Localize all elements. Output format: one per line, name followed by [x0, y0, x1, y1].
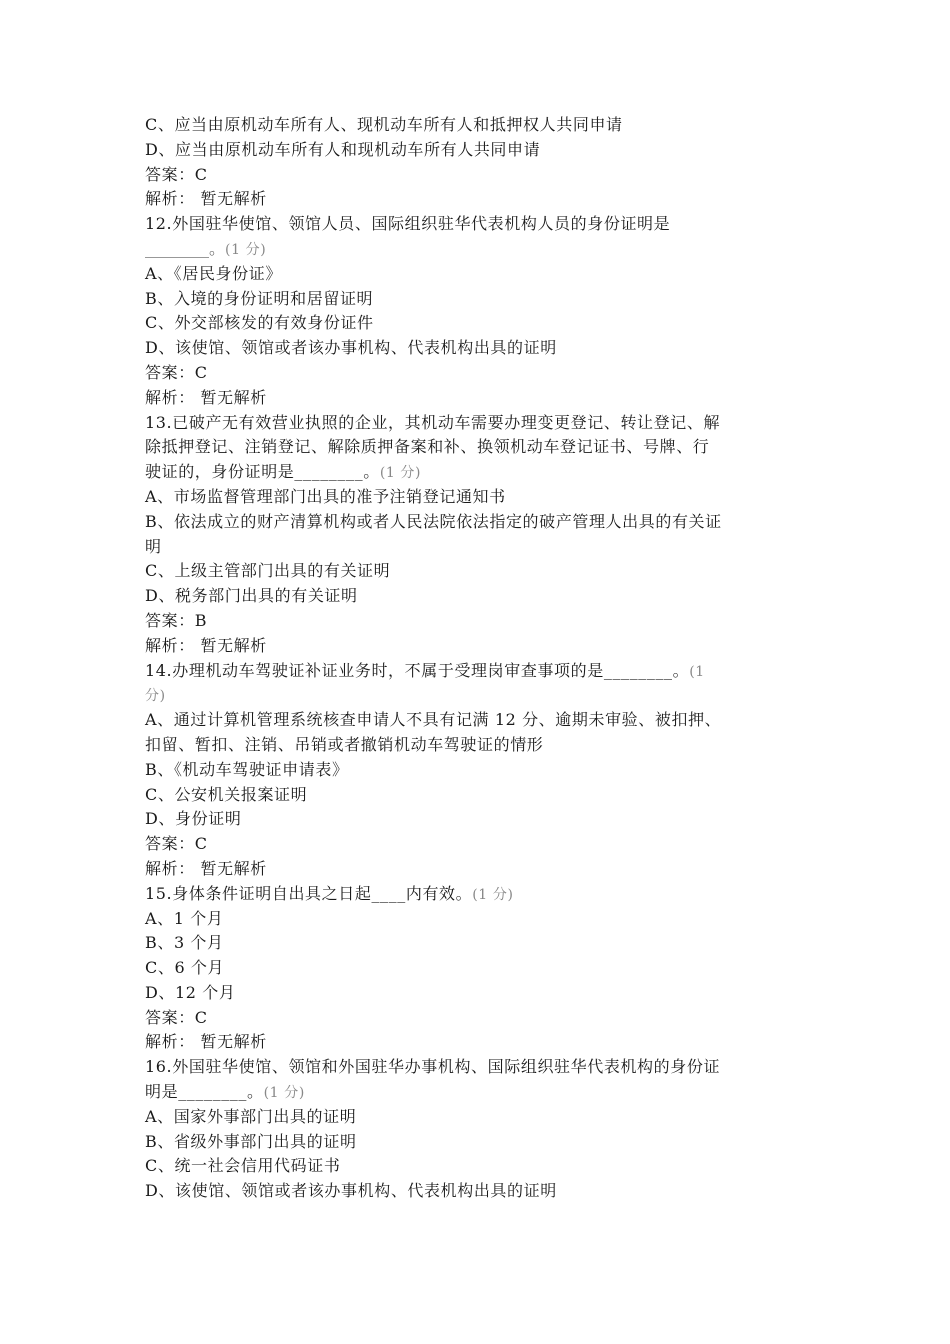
- option-d: D、该使馆、领馆或者该办事机构、代表机构出具的证明: [145, 1181, 557, 1201]
- answer-line: 答案：C: [145, 362, 208, 382]
- option-d: D、12 个月: [145, 982, 236, 1002]
- option-b: B、依法成立的财产清算机构或者人民法院依法指定的破产管理人出具的有关证: [145, 511, 722, 531]
- question-12: 12.外国驻华使馆、领馆人员、国际组织驻华代表机构人员的身份证明是: [145, 214, 671, 234]
- explanation-line: 解析： 暂无解析: [145, 635, 267, 655]
- explanation-line: 解析： 暂无解析: [145, 1032, 267, 1052]
- answer-line: 答案：C: [145, 164, 208, 184]
- option-a: A、1 个月: [145, 908, 224, 928]
- score-label: (1 分): [263, 1085, 305, 1102]
- question-13: 13.已破产无有效营业执照的企业，其机动车需要办理变更登记、转让登记、解: [145, 412, 721, 432]
- option-a: A、国家外事部门出具的证明: [145, 1106, 357, 1126]
- score-label: 分): [145, 688, 166, 705]
- score-label: (1 分): [472, 886, 514, 903]
- text-line: 除抵押登记、注销登记、解除质押备案和补、换领机动车登记证书、号牌、行: [145, 437, 710, 457]
- option-c: C、上级主管部门出具的有关证明: [145, 561, 391, 581]
- score-label: (1 分): [379, 465, 422, 482]
- option-b: B、入境的身份证明和居留证明: [145, 288, 374, 308]
- option-c: C、统一社会信用代码证书: [145, 1156, 341, 1176]
- option-d: D、该使馆、领馆或者该办事机构、代表机构出具的证明: [145, 338, 557, 358]
- explanation-line: 解析： 暂无解析: [145, 858, 267, 878]
- text-line: 明: [145, 536, 162, 556]
- option-d: D、税务部门出具的有关证明: [145, 586, 358, 606]
- option-b: B、3 个月: [145, 933, 224, 953]
- text-line: ________。(1 分): [145, 238, 267, 258]
- question-16: 16.外国驻华使馆、领馆和外国驻华办事机构、国际组织驻华代表机构的身份证: [145, 1057, 721, 1077]
- text-line: 明是________。(1 分): [145, 1082, 305, 1102]
- answer-line: 答案：C: [145, 1007, 208, 1027]
- option-c: C、6 个月: [145, 958, 225, 978]
- explanation-line: 解析： 暂无解析: [145, 189, 267, 209]
- text-line: [145, 683, 807, 708]
- option-a: A、通过计算机管理系统核查申请人不具有记满 12 分、逾期未审验、被扣押、: [145, 710, 722, 730]
- option-d: D、身份证明: [145, 809, 242, 829]
- text-line: 扣留、暂扣、注销、吊销或者撤销机动车驾驶证的情形: [145, 734, 544, 754]
- score-label: (1 分): [225, 241, 267, 258]
- score-label: (1: [689, 663, 705, 680]
- answer-line: 答案：C: [145, 834, 208, 854]
- option-a: A、《居民身份证》: [145, 263, 282, 283]
- question-14: 14.办理机动车驾驶证补证业务时，不属于受理岗审查事项的是________。(1: [145, 660, 705, 680]
- document-page: [145, 113, 807, 1204]
- explanation-line: 解析： 暂无解析: [145, 387, 267, 407]
- option-c: C、外交部核发的有效身份证件: [145, 313, 374, 333]
- option-b: B、《机动车驾驶证申请表》: [145, 759, 349, 779]
- text-line: D、应当由原机动车所有人和现机动车所有人共同申请: [145, 139, 541, 159]
- text-line: C、应当由原机动车所有人、现机动车所有人和抵押权人共同申请: [145, 115, 623, 134]
- option-b: B、省级外事部门出具的证明: [145, 1131, 357, 1151]
- question-15: 15.身体条件证明自出具之日起____内有效。(1 分): [145, 883, 514, 903]
- option-a: A、市场监督管理部门出具的准予注销登记通知书: [145, 486, 506, 506]
- answer-line: 答案：B: [145, 610, 208, 630]
- text-line: 驶证的，身份证明是________。(1 分): [145, 462, 422, 482]
- option-c: C、公安机关报案证明: [145, 784, 308, 804]
